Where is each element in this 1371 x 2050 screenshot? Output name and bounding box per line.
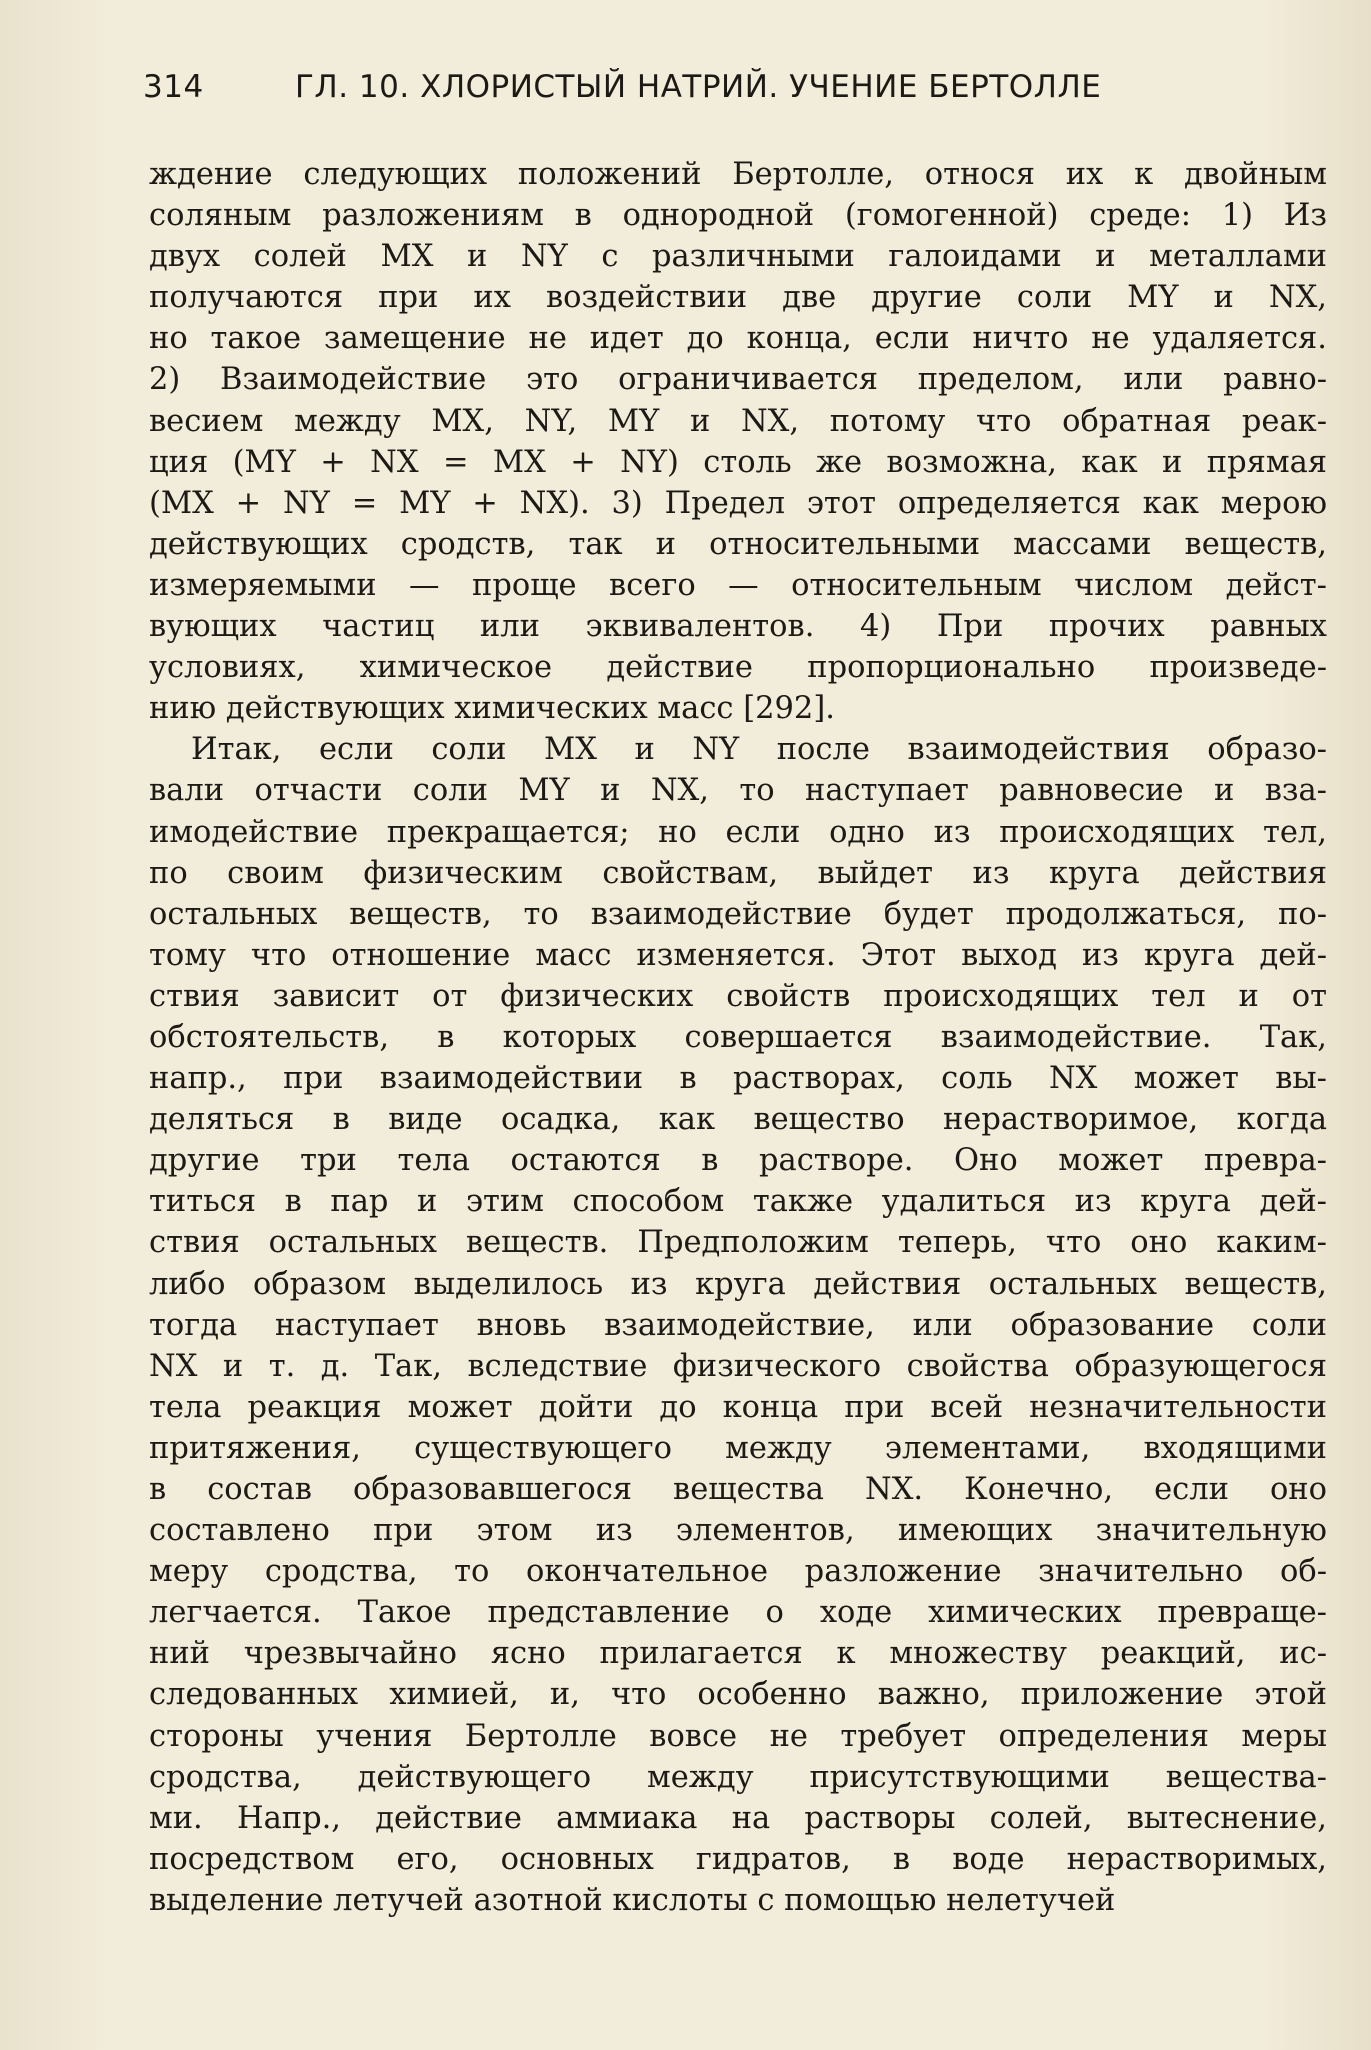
text-line: составлено при этом из элементов, имеющих значительную <box>149 1513 1327 1549</box>
text-line: (MX + NY = MY + NX). 3) Предел этот определяется как мерою <box>149 485 1327 521</box>
text-line: легчается. Такое представление о ходе химических превраще- <box>149 1595 1327 1631</box>
text-line: обстоятельств, в которых совершается взаимодействие. Так, <box>149 1019 1327 1055</box>
text-line: ми. Напр., действие аммиака на растворы солей, вытеснение, <box>149 1800 1327 1836</box>
text-line: либо образом выделилось из круга действия остальных веществ, <box>149 1266 1327 1302</box>
text-line: ция (MY + NX = MX + NY) столь же возможна, как и прямая <box>149 444 1327 480</box>
text-line: притяжения, существующего между элементами, входящими <box>149 1430 1327 1466</box>
text-line: тому что отношение масс изменяется. Этот выход из круга дей- <box>149 937 1327 973</box>
text-line: Итак, если соли MX и NY после взаимодействия образо- <box>191 732 1327 768</box>
text-line: весием между MX, NY, MY и NX, потому что обратная реак- <box>149 403 1327 439</box>
text-line: стороны учения Бертолле вовсе не требует определения меры <box>149 1718 1327 1754</box>
page-number: 314 <box>143 69 204 105</box>
text-line: тела реакция может дойти до конца при всей незначительности <box>149 1389 1327 1425</box>
text-line: напр., при взаимодействии в растворах, соль NX может вы- <box>149 1061 1327 1097</box>
text-line: имодействие прекращается; но если одно из происходящих тел, <box>149 814 1327 850</box>
text-line: посредством его, основных гидратов, в воде нерастворимых, <box>149 1841 1327 1877</box>
text-line: другие три тела остаются в растворе. Оно может превра- <box>149 1143 1327 1179</box>
running-header <box>143 62 1173 112</box>
text-line: NX и т. д. Так, вследствие физического свойства образующегося <box>149 1348 1327 1384</box>
text-line: вующих частиц или эквивалентов. 4) При прочих равных <box>149 609 1327 645</box>
text-line: в состав образовавшегося вещества NX. Конечно, если оно <box>149 1472 1327 1507</box>
text-line: двух солей MX и NY с различными галоидами и металлами <box>149 239 1327 275</box>
text-line: условиях, химическое действие пропорционально произведе- <box>149 650 1327 686</box>
text-line: получаются при их воздействии две другие соли MY и NX, <box>149 280 1327 316</box>
paragraph <box>149 729 1327 1921</box>
text-line: меру сродства, то окончательное разложение значительно об- <box>149 1554 1327 1590</box>
text-line: титься в пар и этим способом также удалиться из круга дей- <box>149 1184 1327 1220</box>
body-text <box>149 154 1327 1921</box>
text-line: ствия остальных веществ. Предположим теперь, что оно каким- <box>149 1225 1327 1261</box>
text-line: ствия зависит от физических свойств происходящих тел и от <box>149 978 1327 1014</box>
text-line: тогда наступает вновь взаимодействие, или образование соли <box>149 1307 1327 1343</box>
text-line: деляться в виде осадка, как вещество нерастворимое, когда <box>149 1102 1327 1138</box>
paragraph <box>149 154 1327 729</box>
text-line: сродства, действующего между присутствующими вещества- <box>149 1759 1327 1795</box>
text-line: действующих сродств, так и относительными массами веществ, <box>149 526 1327 562</box>
text-line: ждение следующих положений Бертолле, относя их к двойным <box>149 157 1327 192</box>
running-title: ГЛ. 10. ХЛОРИСТЫЙ НАТРИЙ. УЧЕНИЕ БЕРТОЛЛЕ <box>295 69 1102 105</box>
text-line: остальных веществ, то взаимодействие будет продолжаться, по- <box>149 896 1327 932</box>
text-line: выделение летучей азотной кислоты с помощью нелетучей <box>149 1882 1116 1918</box>
text-line: но такое замещение не идет до конца, если ничто не удаляется. <box>149 321 1327 357</box>
text-line: 2) Взаимодействие это ограничивается пределом, или равно- <box>149 362 1327 398</box>
text-line: по своим физическим свойствам, выйдет из круга действия <box>149 855 1327 891</box>
text-line: нию действующих химических масс [292]. <box>149 691 835 727</box>
text-line: вали отчасти соли MY и NX, то наступает равновесие и вза- <box>149 773 1327 809</box>
text-line: соляным разложениям в однородной (гомогенной) среде: 1) Из <box>149 198 1327 234</box>
text-line: ний чрезвычайно ясно прилагается к множеству реакций, ис- <box>149 1636 1327 1672</box>
text-line: следованных химией, и, что особенно важно, приложение этой <box>149 1677 1327 1713</box>
text-line: измеряемыми — проще всего — относительным числом дейст- <box>149 567 1327 603</box>
